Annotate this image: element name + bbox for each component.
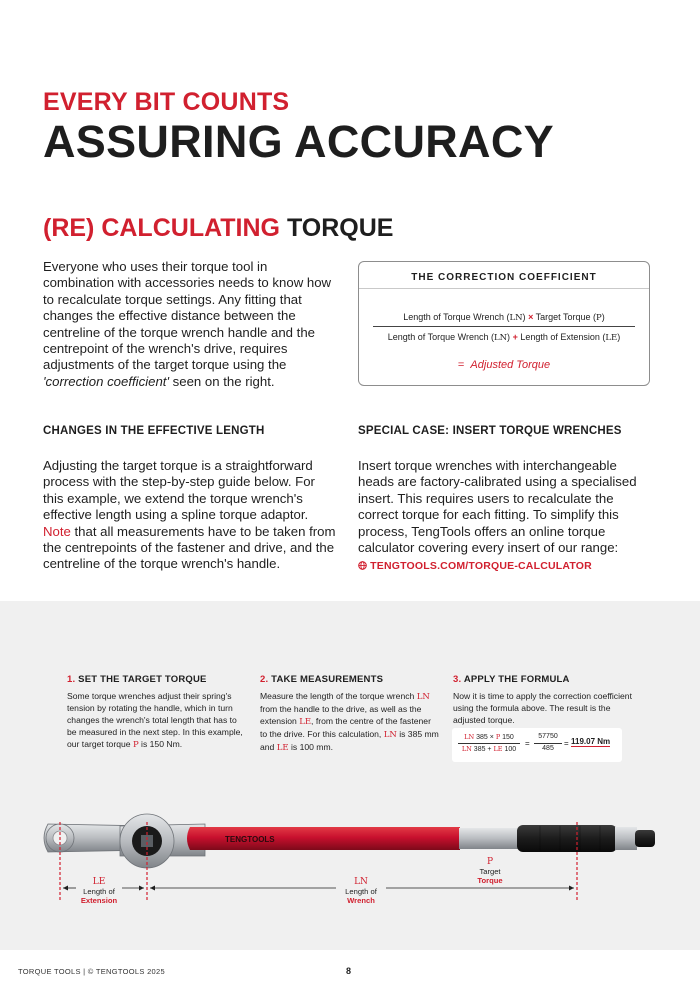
ln-symbol: LN: [493, 333, 508, 343]
le-arrowhead-left: [63, 886, 68, 891]
ln-symbol: LN: [416, 692, 430, 702]
page-title: ASSURING ACCURACY: [43, 116, 554, 167]
le-symbol: LE: [299, 717, 312, 727]
example-equals-1: =: [525, 739, 530, 748]
num-text-b: Target Torque (: [535, 312, 597, 322]
intro-tail: seen on the right.: [168, 373, 275, 389]
example-numerator: [458, 733, 520, 741]
le-arrowhead-right: [139, 886, 144, 891]
example-equals-2: =: [564, 739, 569, 748]
ln-symbol: LN: [383, 730, 397, 740]
section-title-red: (RE) CALCULATING: [43, 214, 280, 242]
ln-label-text: Length of: [345, 887, 377, 896]
step-3: [453, 674, 633, 726]
num-close-b: ): [601, 312, 605, 322]
le-symbol: LE: [276, 743, 289, 753]
ln-arrowhead-right: [569, 886, 574, 891]
coefficient-numerator: [359, 312, 649, 323]
brand-on-wrench: TENGTOOLS: [225, 835, 275, 844]
example-den-a: 385 +: [473, 746, 492, 753]
step-2-title-text: TAKE MEASUREMENTS: [268, 674, 384, 685]
effective-length-text-b: that all measurements have to be taken from the centrepoints of the fastener and drive, and the centreline of the torque wrench's handle.: [43, 523, 336, 572]
ln-symbol: LN: [509, 313, 523, 323]
step-2-number: 2.: [260, 674, 269, 685]
ln-symbol: LN: [461, 745, 472, 753]
torque-calculator-link-text: TENGTOOLS.COM/TORQUE-CALCULATOR: [370, 560, 592, 573]
formula-example-card: [452, 728, 622, 762]
p-symbol: P: [132, 740, 139, 750]
step-2-text-a: Measure the length of the torque wrench: [260, 691, 417, 701]
correction-coefficient-box: [358, 261, 650, 386]
step-2-text: [260, 690, 440, 754]
ln-symbol: LN: [464, 733, 475, 741]
step-3-number: 3.: [453, 674, 462, 685]
coefficient-denominator: [359, 332, 649, 343]
ln-symbol: LN: [354, 877, 368, 887]
example-den-b: 100: [504, 746, 517, 753]
step-1-text-b: is 150 Nm.: [138, 739, 183, 749]
example-fraction-line-2: [534, 743, 562, 744]
intro-emphasis: 'correction coefficient': [43, 373, 169, 389]
den-close-a: ): [507, 332, 511, 342]
example-num-a: 385 ×: [476, 734, 494, 741]
le-symbol: LE: [493, 745, 503, 753]
insert-wrenches-text: Insert torque wrenches with interchangeable heads are factory-calibrated using a specialised insert. This requires users to recalculate the correct torque for each fitting. To simplify this process, TengTools offers an online torque calculator covering every insert of our range:: [358, 458, 637, 556]
step-3-title-text: APPLY THE FORMULA: [461, 674, 570, 685]
coefficient-divider: [359, 288, 649, 289]
example-num-b: 150: [502, 734, 514, 741]
section-title: [43, 214, 393, 243]
footer-text: TORQUE TOOLS | © TENGTOOLS 2025: [18, 967, 165, 976]
step-3-title: [453, 674, 633, 685]
den-text-b: Length of Extension (: [520, 332, 606, 342]
coefficient-title: THE CORRECTION COEFFICIENT: [411, 272, 597, 283]
plus-operator: +: [512, 332, 518, 342]
num-close-a: ): [522, 312, 526, 322]
step-2-text-e: is 100 mm.: [288, 742, 334, 752]
example-numerator-2: 57750: [538, 733, 558, 740]
fraction-line: [373, 326, 635, 327]
step-1-text-a: Some torque wrenches adjust their spring's tension by rotating the handle, which in turn changes the wrench's total length that has to be measured in the next step. In this example, our target torque: [67, 691, 243, 749]
p-symbol: P: [495, 733, 501, 741]
coefficient-result: [359, 359, 649, 371]
le-symbol: LE: [92, 877, 106, 887]
p-symbol: P: [486, 857, 494, 867]
effective-length-heading: CHANGES IN THE EFFECTIVE LENGTH: [43, 425, 265, 437]
p-label-text: Target: [479, 867, 501, 876]
example-denominator: [458, 745, 520, 753]
p-label-bold: Torque: [477, 876, 503, 885]
page-number: 8: [346, 966, 352, 976]
num-text-a: Length of Torque Wrench (: [403, 312, 510, 322]
globe-icon: [358, 561, 367, 570]
ln-arrowhead-left: [150, 886, 155, 891]
step-2-text-b: from the handle to the drive, as well as the extension: [260, 704, 422, 726]
step-3-text: Now it is time to apply the correction coefficient using the formula above. The result is the adjusted torque.: [453, 691, 632, 725]
example-result: 119.07 Nm: [571, 737, 611, 746]
step-1: [67, 674, 247, 751]
example-fraction-line: [458, 743, 520, 744]
adjusted-torque-label: Adjusted Torque: [470, 359, 551, 371]
times-operator: ×: [528, 312, 534, 322]
kicker: EVERY BIT COUNTS: [43, 88, 290, 116]
le-label-bold: Extension: [80, 896, 118, 905]
step-1-title-text: SET THE TARGET TORQUE: [75, 674, 207, 685]
step-1-number: 1.: [67, 674, 76, 685]
example-denominator-2: 485: [542, 745, 554, 752]
insert-wrenches-heading: SPECIAL CASE: INSERT TORQUE WRENCHES: [358, 425, 622, 437]
section-title-dark: TORQUE: [286, 214, 394, 242]
wrench-body: [187, 827, 460, 850]
ln-label-bold: Wrench: [347, 896, 375, 905]
step-2-text-c: , from the centre of the fastener to the drive. For this calculation,: [260, 716, 431, 739]
note-label: Note: [43, 523, 71, 539]
le-label-text: Length of: [83, 887, 115, 896]
effective-length-paragraph: [43, 458, 339, 573]
step-2-text-d: is 385 mm and: [260, 729, 439, 752]
step-1-title: [67, 674, 247, 685]
ln-label: [336, 878, 386, 905]
torque-calculator-link[interactable]: [358, 558, 650, 574]
den-text-a: Length of Torque Wrench (: [387, 332, 494, 342]
step-2-title: [260, 674, 440, 685]
equals-sign: =: [457, 359, 465, 371]
handle-grip: [517, 825, 655, 852]
step-1-text: [67, 690, 247, 751]
insert-wrenches-paragraph: [358, 458, 650, 575]
le-symbol: LE: [605, 333, 618, 343]
intro-text: Everyone who uses their torque tool in combination with accessories needs to know how to recalculate torque settings. Any fitting that changes the effective distance between the centreline of the torque wrench handle and the centrepoint of the wrench's drive, requires adjustments of the target torque using the: [43, 259, 332, 373]
p-symbol: P: [596, 313, 602, 323]
p-label: [468, 858, 512, 885]
den-close-b: ): [617, 332, 621, 342]
scale-tube: [459, 828, 519, 849]
step-2: [260, 674, 440, 754]
le-label: [76, 878, 122, 905]
intro-paragraph: [43, 259, 338, 390]
effective-length-text-a: Adjusting the target torque is a straightforward process with the step-by-step guide below. For this example, we extend the torque wrench's effective length using a spline torque adaptor.: [43, 458, 315, 523]
